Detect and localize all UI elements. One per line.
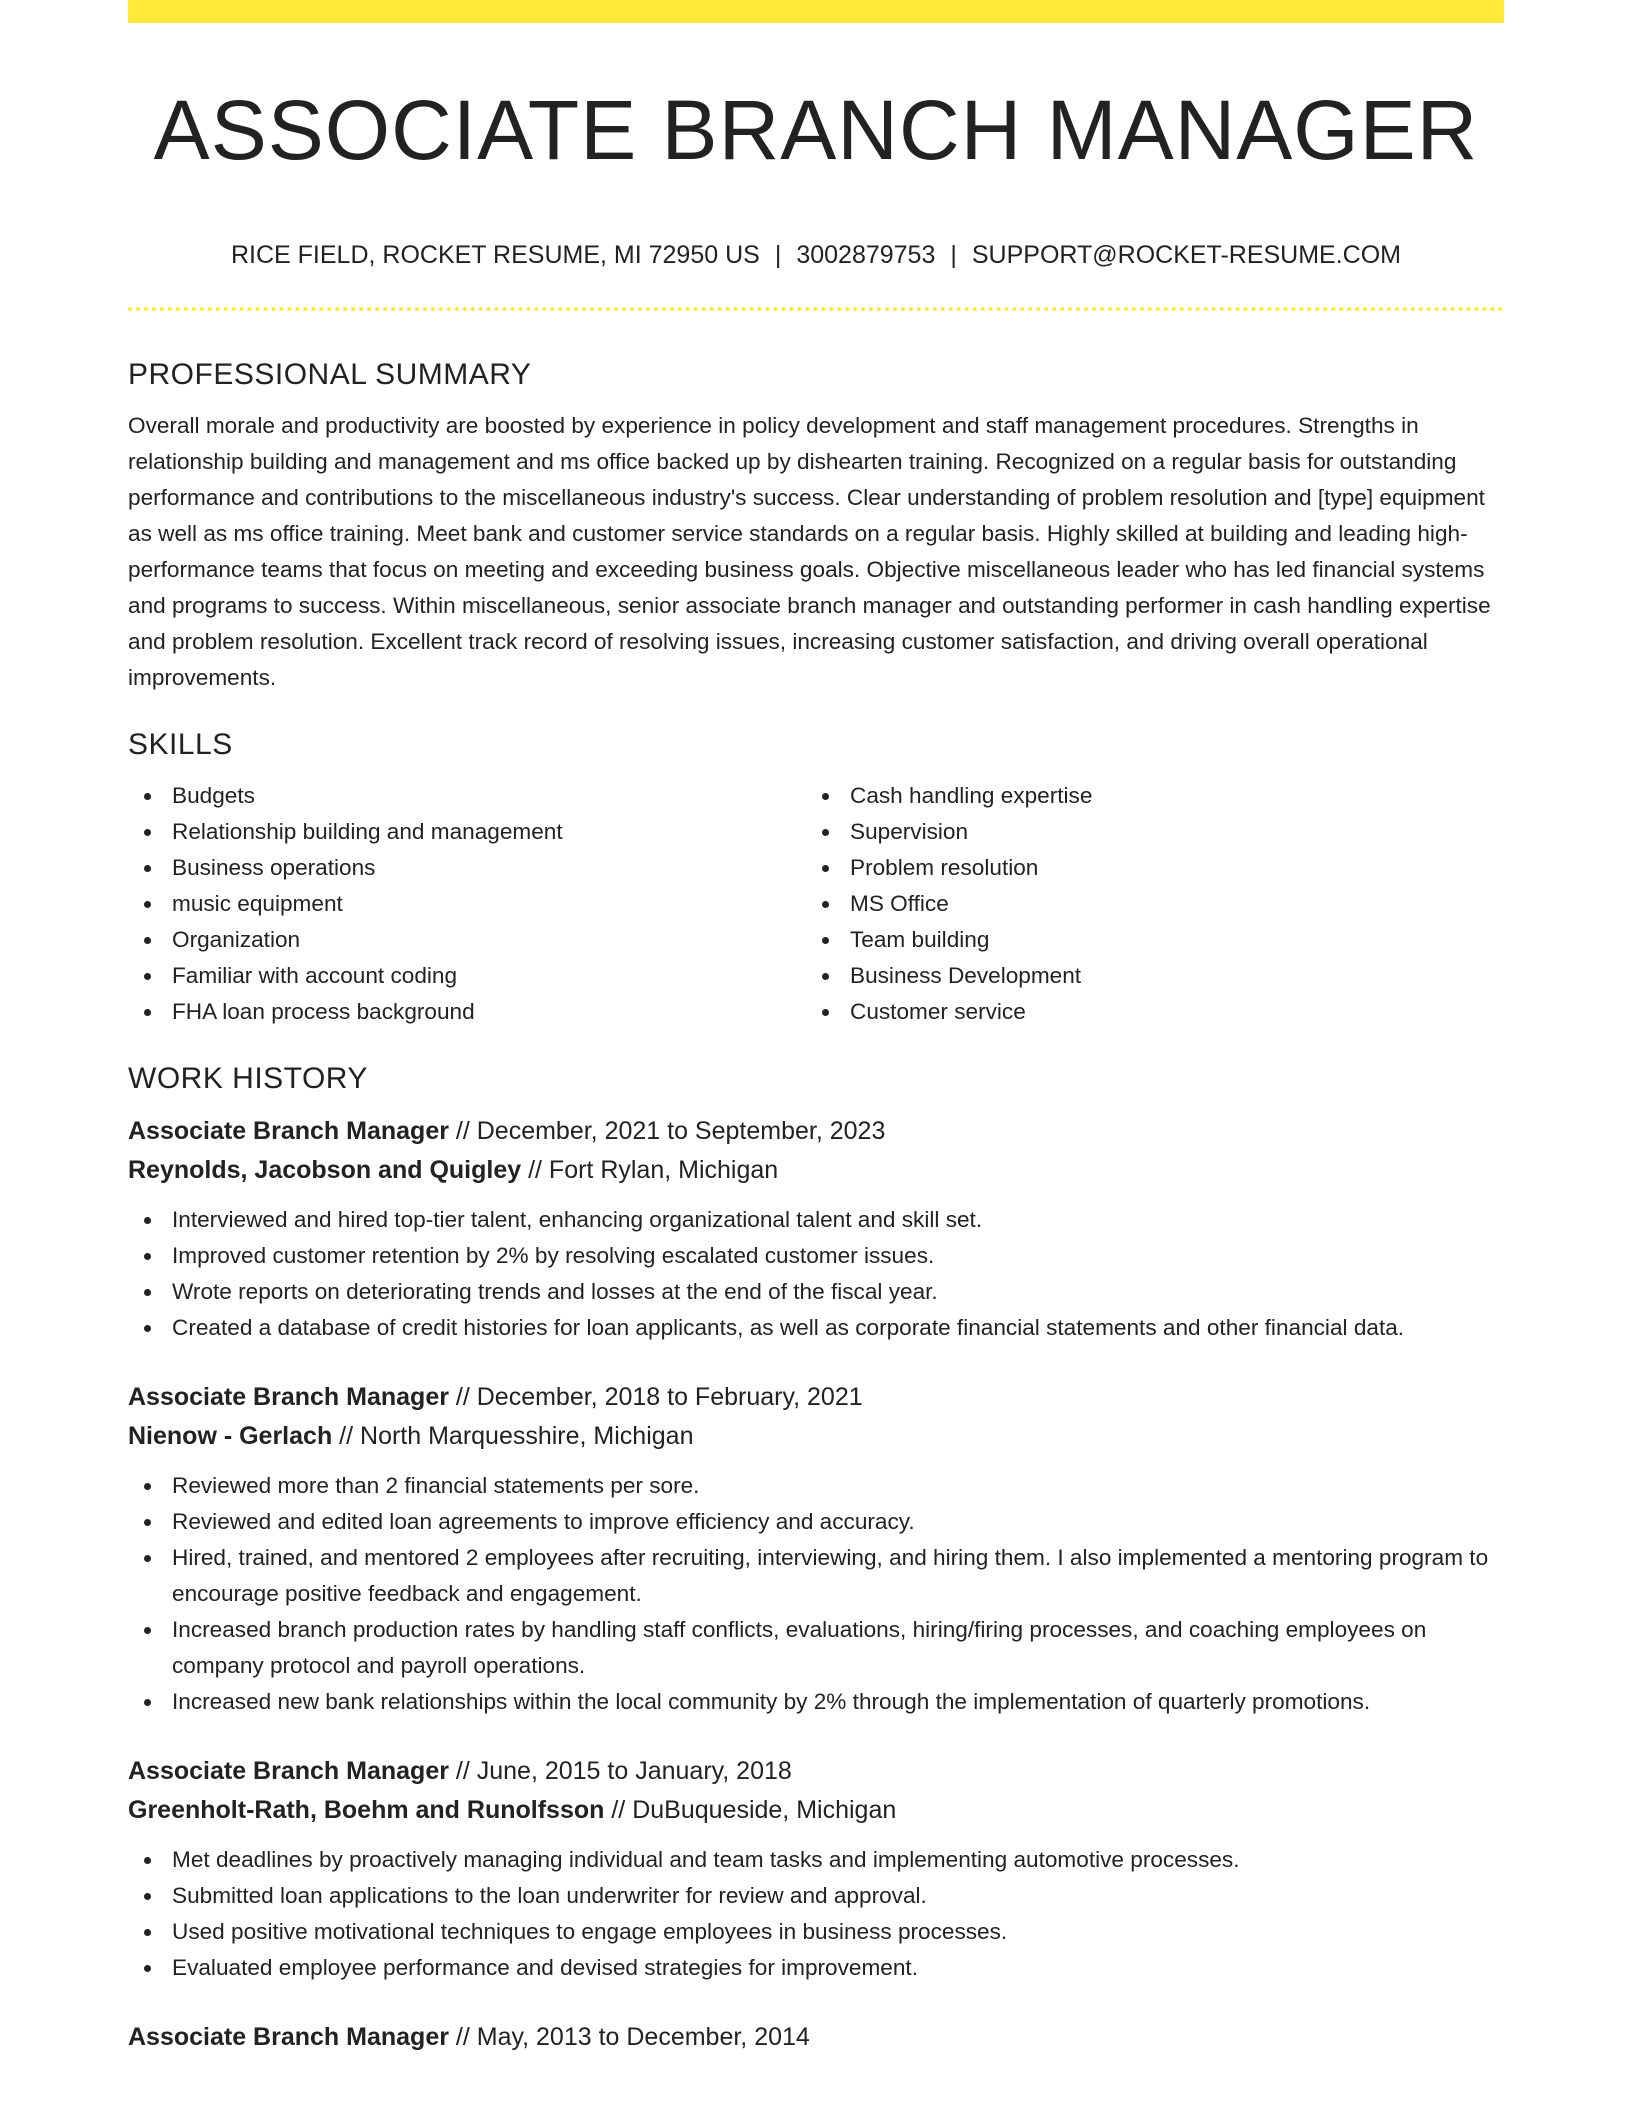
job-entry xyxy=(128,1752,1504,1986)
contact-email[interactable]: SUPPORT@ROCKET-RESUME.COM xyxy=(971,241,1402,269)
top-accent-bar xyxy=(128,0,1504,23)
skill-item: Familiar with account coding xyxy=(172,958,806,994)
job-title: Associate Branch Manager xyxy=(128,2023,449,2051)
skill-item: music equipment xyxy=(172,886,806,922)
skills-heading: SKILLS xyxy=(128,728,233,761)
skills-column-right xyxy=(806,778,1450,1030)
job-bullets xyxy=(128,1842,1504,1986)
skill-item: Business operations xyxy=(172,850,806,886)
job-location: // Fort Rylan, Michigan xyxy=(528,1156,779,1184)
summary-text: Overall morale and productivity are boosted by experience in policy development and staff management procedures. Strengths in relationship building and management and ms office backed up by dishearten training. Recognized on a regular basis for outstanding performance and contributions to the miscellaneous industry's success. Clear understanding of problem resolution and [type] equipment as well as ms office training. Meet bank and customer service standards on a regular basis. Highly skilled at building and leading high-performance teams that focus on meeting and exceeding business goals. Objective miscellaneous leader who has led financial systems and programs to success. Within miscellaneous, senior associate branch manager and outstanding performer in cash handling expertise and problem resolution. Excellent track record of resolving issues, increasing customer satisfaction, and driving overall operational improvements. xyxy=(128,413,1491,690)
work-history-section xyxy=(128,1056,1504,2057)
job-dates: // May, 2013 to December, 2014 xyxy=(455,2023,810,2051)
skills-section xyxy=(128,722,1504,1030)
skill-item: Relationship building and management xyxy=(172,814,806,850)
skill-item: Cash handling expertise xyxy=(850,778,1450,814)
contact-address: RICE FIELD, ROCKET RESUME, MI 72950 US xyxy=(230,241,760,269)
job-location: // North Marquesshire, Michigan xyxy=(339,1422,694,1450)
job-title: Associate Branch Manager xyxy=(128,1383,449,1411)
job-title-line xyxy=(128,1112,1504,1151)
job-entry xyxy=(128,2018,1504,2057)
job-company: Greenholt-Rath, Boehm and Runolfsson xyxy=(128,1796,605,1824)
resume-title: ASSOCIATE BRANCH MANAGER xyxy=(153,83,1479,177)
skill-item: Problem resolution xyxy=(850,850,1450,886)
skill-item: Organization xyxy=(172,922,806,958)
work-history-heading: WORK HISTORY xyxy=(128,1062,368,1095)
summary-heading: PROFESSIONAL SUMMARY xyxy=(128,358,532,391)
skill-item: Budgets xyxy=(172,778,806,814)
job-bullet: Increased new bank relationships within the local community by 2% through the implementation of quarterly promotions. xyxy=(172,1684,1504,1720)
job-company-line xyxy=(128,1417,1504,1456)
skill-item: Customer service xyxy=(850,994,1450,1030)
job-title: Associate Branch Manager xyxy=(128,1757,449,1785)
skills-columns xyxy=(128,778,1504,1030)
job-company: Nienow - Gerlach xyxy=(128,1422,333,1450)
job-bullet: Hired, trained, and mentored 2 employees after recruiting, interviewing, and hiring them. I also implemented a mentoring program to encourage positive feedback and engagement. xyxy=(172,1540,1504,1612)
job-bullet: Interviewed and hired top-tier talent, enhancing organizational talent and skill set. xyxy=(172,1202,1504,1238)
job-bullets xyxy=(128,1468,1504,1720)
skill-item: MS Office xyxy=(850,886,1450,922)
job-bullets xyxy=(128,1202,1504,1346)
job-title-line xyxy=(128,1752,1504,1791)
job-bullet: Met deadlines by proactively managing individual and team tasks and implementing automotive processes. xyxy=(172,1842,1504,1878)
job-bullet: Evaluated employee performance and devised strategies for improvement. xyxy=(172,1950,1504,1986)
job-location: // DuBuqueside, Michigan xyxy=(611,1796,897,1824)
contact-separator: | xyxy=(774,241,782,269)
job-bullet: Increased branch production rates by handling staff conflicts, evaluations, hiring/firing processes, and coaching employees on company protocol and payroll operations. xyxy=(172,1612,1504,1684)
dotted-divider xyxy=(128,307,1504,311)
job-entry xyxy=(128,1112,1504,1346)
job-title-line xyxy=(128,2018,1504,2057)
skill-item: Supervision xyxy=(850,814,1450,850)
job-bullet: Created a database of credit histories for loan applicants, as well as corporate financial statements and other financial data. xyxy=(172,1310,1504,1346)
contact-line xyxy=(128,238,1504,272)
job-company-line xyxy=(128,1791,1504,1830)
skill-item: Business Development xyxy=(850,958,1450,994)
job-bullet: Reviewed more than 2 financial statements per sore. xyxy=(172,1468,1504,1504)
contact-phone[interactable]: 3002879753 xyxy=(796,241,936,269)
job-bullet: Used positive motivational techniques to engage employees in business processes. xyxy=(172,1914,1504,1950)
job-dates: // December, 2018 to February, 2021 xyxy=(455,1383,863,1411)
resume-content xyxy=(128,352,1504,2057)
job-company: Reynolds, Jacobson and Quigley xyxy=(128,1156,522,1184)
skills-column-left xyxy=(128,778,806,1030)
job-bullet: Improved customer retention by 2% by resolving escalated customer issues. xyxy=(172,1238,1504,1274)
job-title-line xyxy=(128,1378,1504,1417)
job-dates: // June, 2015 to January, 2018 xyxy=(455,1757,792,1785)
skill-item: FHA loan process background xyxy=(172,994,806,1030)
job-company-line xyxy=(128,1151,1504,1190)
job-dates: // December, 2021 to September, 2023 xyxy=(455,1117,886,1145)
job-entry xyxy=(128,1378,1504,1720)
summary-section xyxy=(128,352,1504,696)
job-title: Associate Branch Manager xyxy=(128,1117,449,1145)
skill-item: Team building xyxy=(850,922,1450,958)
job-bullet: Reviewed and edited loan agreements to improve efficiency and accuracy. xyxy=(172,1504,1504,1540)
job-bullet: Submitted loan applications to the loan underwriter for review and approval. xyxy=(172,1878,1504,1914)
contact-separator: | xyxy=(950,241,957,269)
job-bullet: Wrote reports on deteriorating trends and losses at the end of the fiscal year. xyxy=(172,1274,1504,1310)
